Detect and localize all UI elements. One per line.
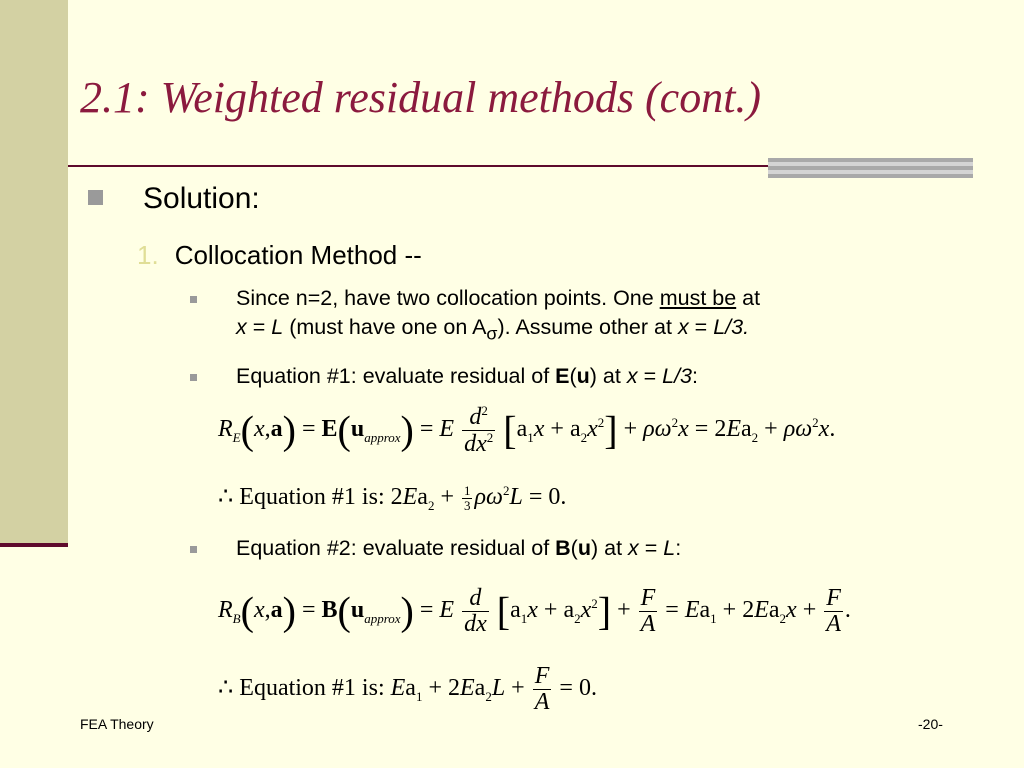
equation-2-result: ∴ Equation #1 is: $Ea_1 + 2Ea_2L$ + $\frac{F}{A}$ = 0.: [218, 663, 597, 716]
small-square-bullet-icon: [190, 296, 197, 303]
sub-bullet-equation-2: [190, 534, 681, 563]
solution-label: Solution:: [143, 182, 260, 215]
bullet-line-2: x = L (must have one on $A_\sigma$). Assume other at x = L/3.: [236, 315, 750, 344]
force-area-fraction: $\frac{F}{A}$: [534, 663, 550, 716]
one-third-fraction: $\frac{1}{3}$: [463, 483, 471, 513]
force-area-fraction: $\frac{F}{A}$: [640, 585, 656, 638]
footer-course-name: FEA Theory: [80, 716, 154, 732]
equation-1-result: ∴ Equation #1 is: $2Ea_2$ + $\frac{1}{3}$ $\rho\omega^2L = 0$.: [218, 483, 567, 513]
sub-bullet-equation-1: [190, 362, 698, 391]
bullet-line-1: Since n=2, have two collocation points. One must be at: [236, 286, 761, 310]
derivative-fraction: $\frac{d}{dx}$: [464, 585, 487, 638]
side-accent-rule: [0, 543, 68, 547]
footer-page-number: -20-: [918, 716, 943, 732]
bullet-text: Equation #2: evaluate residual of B(u) at x = L:: [236, 536, 682, 560]
small-square-bullet-icon: [190, 546, 197, 553]
equation-residual-b: $R_B(x,a) = B(u_{approx}) = E$ $\frac{d}{dx}$ $[a_1x + a_2x^2]$ + $\frac{F}{A}$ = $Ea_1 + 2Ea_2x$ + $\frac{F}{A}$ .: [218, 585, 851, 638]
side-accent-bar: [0, 0, 68, 545]
slide-title: 2.1: Weighted residual methods (cont.): [80, 73, 762, 122]
bullet-text: Equation #1: evaluate residual of E(u) at x = L/3:: [236, 364, 698, 388]
item-number: 1.: [137, 240, 159, 270]
title-divider: [68, 165, 768, 167]
bullet-solution: [88, 182, 260, 216]
sub-bullet-collocation-points: [190, 284, 760, 348]
square-bullet-icon: [88, 190, 103, 205]
numbered-item-collocation: [137, 240, 422, 271]
force-area-fraction: $\frac{F}{A}$: [826, 585, 841, 638]
small-square-bullet-icon: [190, 374, 197, 381]
method-label: Collocation Method --: [174, 240, 422, 270]
title-divider-block: [768, 158, 973, 178]
equation-residual-e: $R_E(x,a) = E(u_{approx}) = E$ $\frac{d^2}{dx^2}$ $[a_1x + a_2x^2] + \rho\omega^2x = 2Ea_2 + \rho\omega^2x$.: [218, 403, 836, 458]
derivative-fraction: $\frac{d^2}{dx^2}$: [464, 403, 494, 458]
